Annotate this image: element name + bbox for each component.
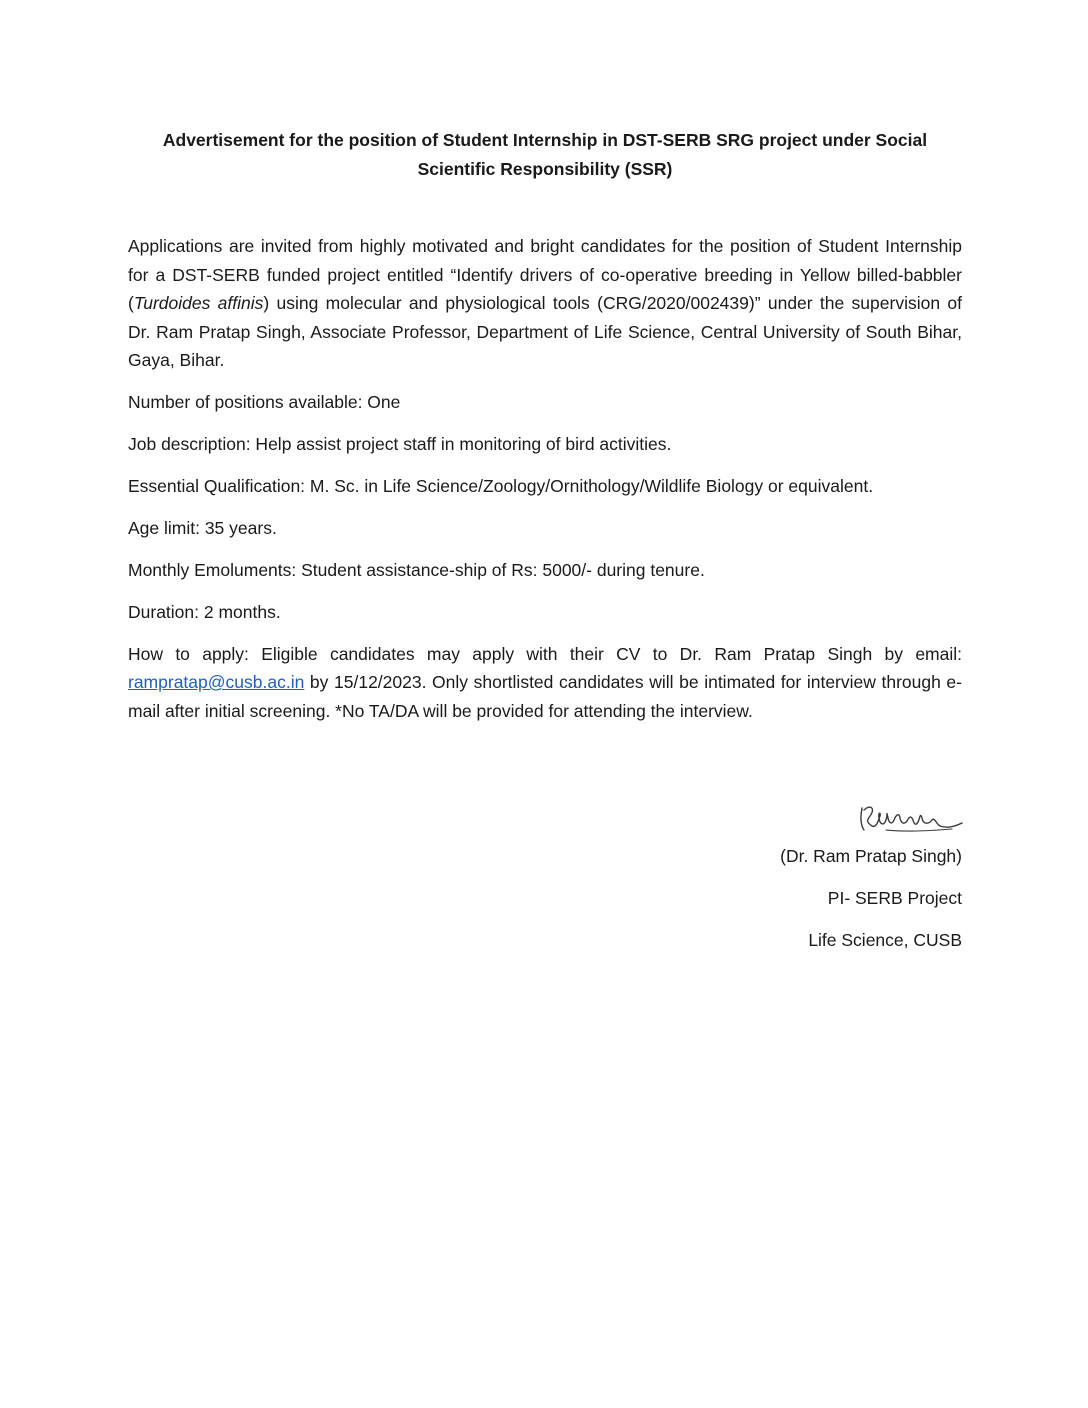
how-to-apply-part1: How to apply: Eligible candidates may apply with their CV to Dr. Ram Pratap Singh by email: [128, 643, 962, 664]
signature-block [662, 792, 962, 968]
signatory-affiliation: Life Science, CUSB [808, 930, 962, 950]
how-to-apply-part2: by 15/12/2023. Only shortlisted candidates will be intimated for interview through e-mail after initial screening. *No TA/DA will be provided for attending the interview. [128, 672, 962, 721]
qualification-line: Essential Qualification: M. Sc. in Life Science/Zoology/Ornithology/Wildlife Biology or equivalent. [128, 475, 874, 496]
intro-text-part1: Applications are invited from highly motivated and bright candidates for the position of Student Internship for a DST-SERB funded project entitled “Identify drivers of co-operative breeding in Yellow billed-babbler ( [128, 236, 962, 313]
signatory-role: PI- SERB Project [827, 888, 962, 908]
job-description-line: Job description: Help assist project staff in monitoring of bird activities. [128, 433, 672, 454]
intro-paragraph [128, 232, 962, 375]
handwritten-signature-icon [856, 792, 966, 842]
document-body [128, 126, 962, 738]
emoluments-line: Monthly Emoluments: Student assistance-ship of Rs: 5000/- during tenure. [128, 559, 705, 580]
age-limit-line: Age limit: 35 years. [128, 517, 277, 538]
email-link[interactable]: rampratap@cusb.ac.in [128, 672, 305, 692]
duration-line: Duration: 2 months. [128, 601, 281, 622]
signatory-name: (Dr. Ram Pratap Singh) [780, 846, 962, 866]
document-title: Advertisement for the position of Student Internship in DST-SERB SRG project under Social Scientific Responsibility (SSR) [162, 130, 928, 179]
intro-text-part2: ) using molecular and physiological tools (CRG/2020/002439)” under the supervision of Dr. Ram Pratap Singh, Associate Professor, Department of Life Science, Central University of South Bihar, Gaya, Bihar. [128, 293, 962, 370]
positions-line: Number of positions available: One [128, 391, 401, 412]
species-name: Turdoides affinis [133, 293, 264, 313]
how-to-apply-paragraph [128, 640, 962, 726]
